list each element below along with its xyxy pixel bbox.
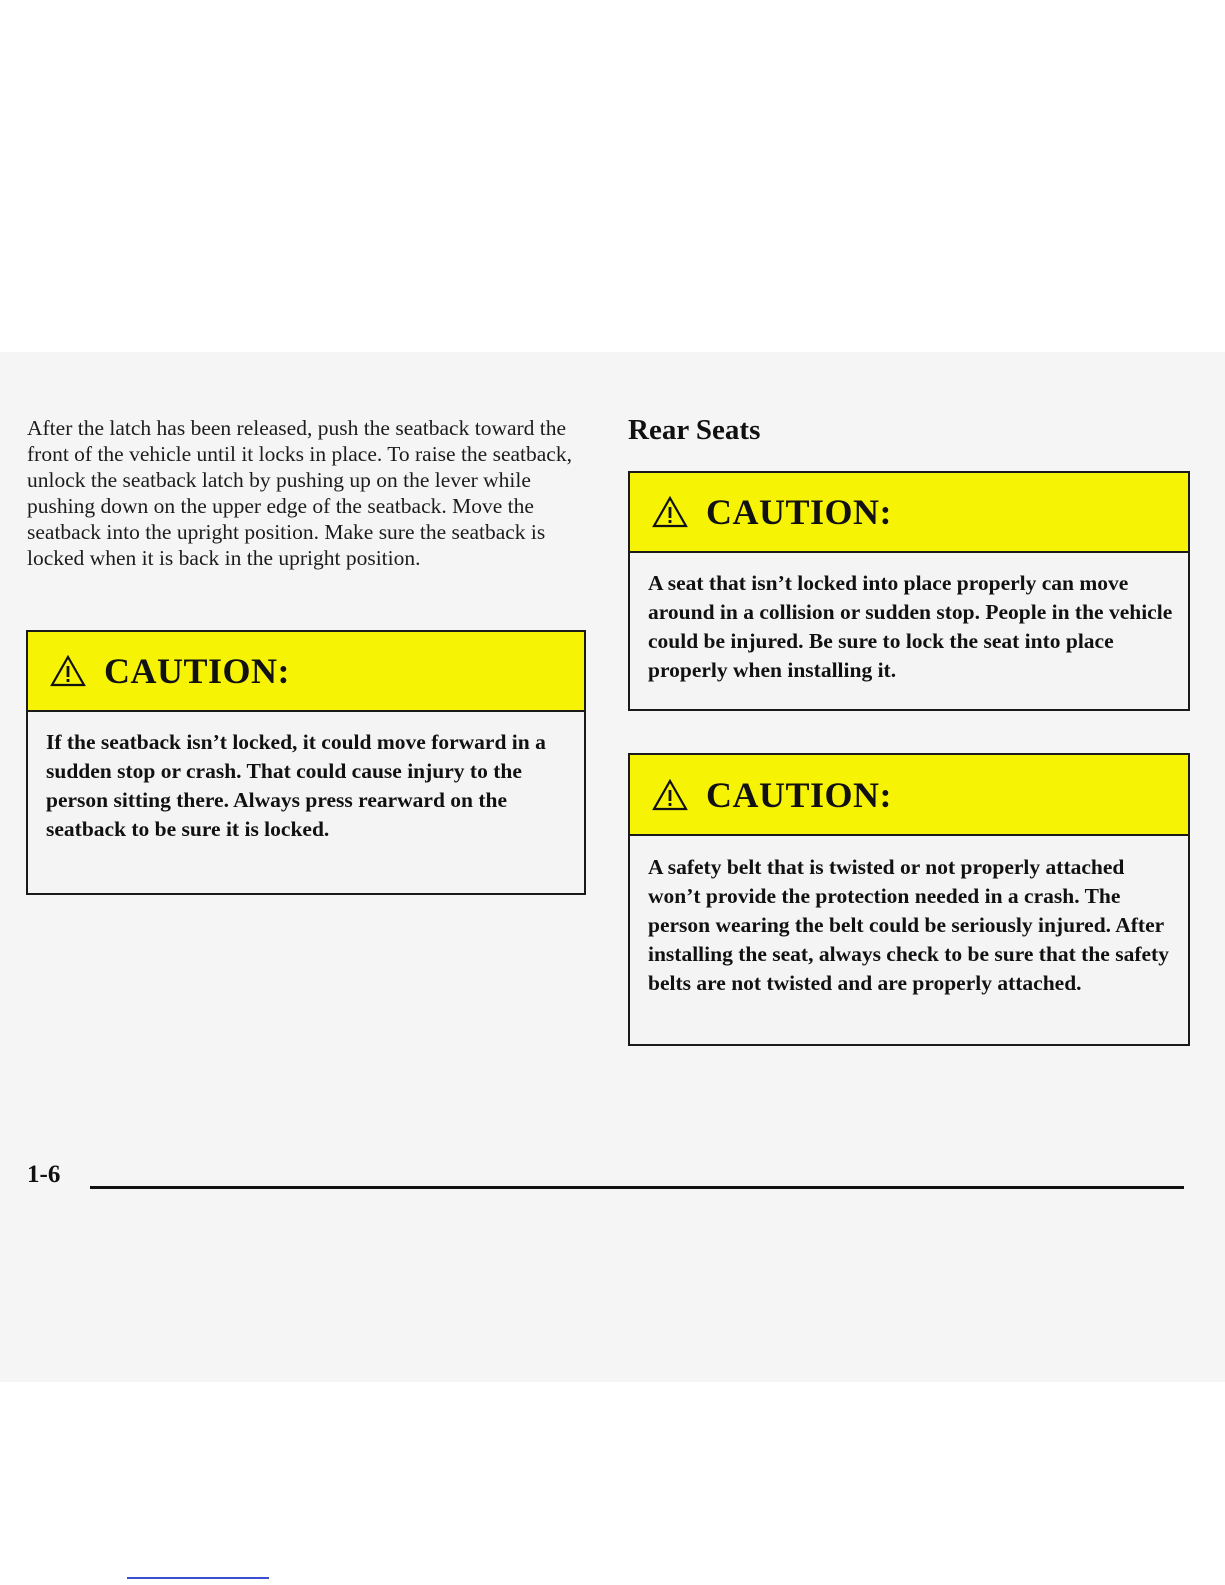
caution-text: If the seatback isn’t locked, it could move forward in a sudden stop or crash. That could cause injury to the person sitting there. Always press rearward on the seatback to be sure it is locked. (46, 730, 546, 841)
caution-label: CAUTION: (706, 774, 893, 815)
bottom-link-underline (127, 1577, 269, 1579)
caution-text: A safety belt that is twisted or not properly attached won’t provide the protection needed in a crash. The person wearing the belt could be seriously injured. After installing the seat, always check to be sure that the safety belts are not twisted and are properly attached. (648, 855, 1169, 995)
footer-rule (90, 1186, 1184, 1189)
warning-triangle-icon (652, 496, 688, 528)
caution-box-seatback (26, 630, 586, 895)
caution-label: CAUTION: (706, 492, 893, 532)
caution-text: A seat that isn’t locked into place properly can move around in a collision or sudden stop. People in the vehicle could be injured. Be sure to lock the seat into place properly when installing it. (648, 571, 1173, 682)
caution-header (630, 473, 1188, 553)
caution-header (630, 755, 1188, 836)
caution-header (28, 632, 584, 712)
seatback-instructions: After the latch has been released, push the seatback toward the front of the vehicle until it locks in place. To raise the seatback, unlock the seatback latch by pushing up on the lever while pushing down on the upper edge of the seatback. Move the seatback into the upright position. Make sure the seatback is locked when it is back in the upright position. (27, 416, 572, 570)
section-heading: Rear Seats (628, 414, 761, 446)
warning-triangle-icon (652, 779, 688, 811)
caution-box-safety-belt (628, 753, 1190, 1046)
warning-triangle-icon (50, 655, 86, 687)
page-number: 1-6 (27, 1161, 61, 1188)
caution-label: CAUTION: (104, 651, 291, 691)
caution-box-seat-lock (628, 471, 1190, 711)
